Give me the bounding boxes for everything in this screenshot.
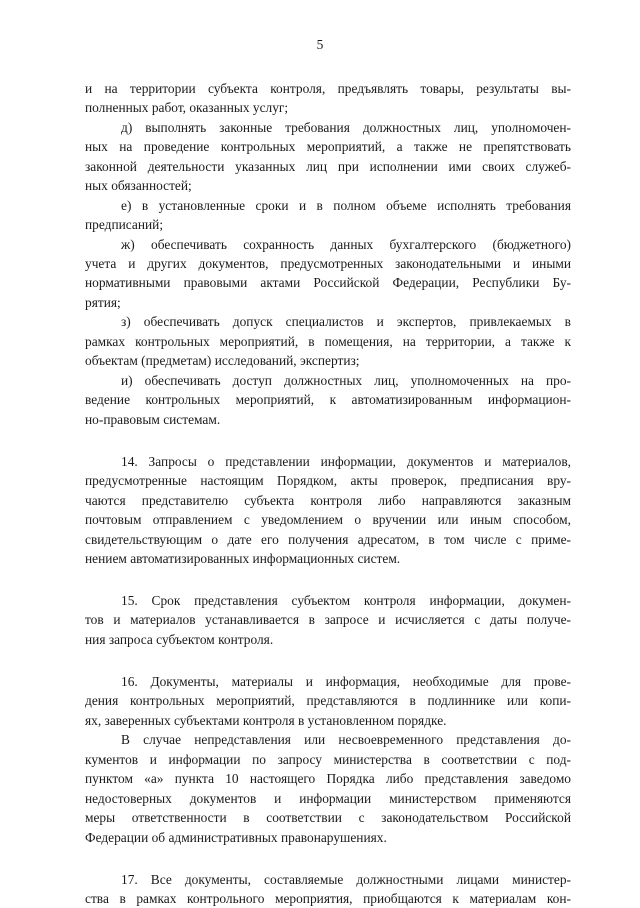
text-line: законной деятельности указанных лиц при исполнении ими своих служеб-: [85, 159, 571, 174]
text-line: ведение контрольных мероприятий, к автоматизированным информацион-: [85, 392, 571, 407]
text-line: нением автоматизированных информационных систем.: [85, 551, 401, 566]
text-line: д) выполнять законные требования должностных лиц, уполномочен-: [121, 120, 571, 135]
page-number: 5: [316, 37, 324, 52]
text-line: учета и других документов, предусмотренных законодательными и иными: [85, 256, 571, 271]
text-line: ях, заверенных субъектами контроля в установленном порядке.: [85, 713, 447, 728]
text-line: кументов и информации по запросу министерства в соответствии с под-: [85, 752, 571, 767]
text-line: пунктом «а» пункта 10 настоящего Порядка либо представления заведомо: [85, 771, 571, 786]
text-line: 17. Все документы, составляемые должностными лицами министер-: [121, 872, 571, 887]
text-line: В случае непредставления или несвоевременного представления до-: [121, 732, 571, 747]
text-line: е) в установленные сроки и в полном объеме исполнять требования: [121, 198, 571, 213]
text-line: свидетельствующим о дате его получения адресатом, в том числе с приме-: [85, 532, 571, 547]
text-line: рамках контрольных мероприятий, в помещения, на территории, а также к: [85, 334, 571, 349]
text-line: и) обеспечивать доступ должностных лиц, уполномоченных на про-: [121, 373, 571, 388]
text-line: и на территории субъекта контроля, предъявлять товары, результаты вы-: [85, 81, 571, 96]
text-line: объектам (предметам) исследований, экспертиз;: [85, 353, 360, 368]
text-line: но-правовым системам.: [85, 412, 221, 427]
text-line: ных на проведение контрольных мероприятий, а также не препятствовать: [85, 139, 571, 154]
text-line: предусмотренные настоящим Порядком, акты проверок, предписания вру-: [85, 473, 571, 488]
text-line: 15. Срок представления субъектом контроля информации, докумен-: [121, 593, 571, 608]
text-line: ж) обеспечивать сохранность данных бухгалтерского (бюджетного): [121, 237, 571, 252]
text-line: ния запроса субъектом контроля.: [85, 632, 274, 647]
text-line: тов и материалов устанавливается в запросе и исчисляется с даты получе-: [85, 612, 571, 627]
text-line: 14. Запросы о представлении информации, документов и материалов,: [121, 454, 571, 469]
text-line: меры ответственности в соответствии с законодательством Российской: [85, 810, 571, 825]
text-line: полненных работ, оказанных услуг;: [85, 100, 289, 115]
text-line: ных обязанностей;: [85, 178, 192, 193]
text-line: чаются представителю субъекта контроля либо направляются заказным: [85, 493, 571, 508]
text-line: дения контрольных мероприятий, представляются в подлиннике или копи-: [85, 693, 571, 708]
text-line: предписаний;: [85, 217, 164, 232]
text-line: недостоверных документов и информации министерством применяются: [85, 791, 571, 806]
text-line: рятия;: [85, 295, 121, 310]
text-line: нормативными правовыми актами Российской Федерации, Республики Бу-: [85, 275, 571, 290]
text-line: Федерации об административных правонарушениях.: [85, 830, 387, 845]
text-line: 16. Документы, материалы и информация, необходимые для прове-: [121, 674, 571, 689]
text-line: з) обеспечивать допуск специалистов и экспертов, привлекаемых в: [121, 314, 571, 329]
text-line: ства в рамках контрольного мероприятия, приобщаются к материалам кон-: [85, 891, 571, 906]
text-line: почтовым отправлением с уведомлением о вручении или иным способом,: [85, 512, 571, 527]
